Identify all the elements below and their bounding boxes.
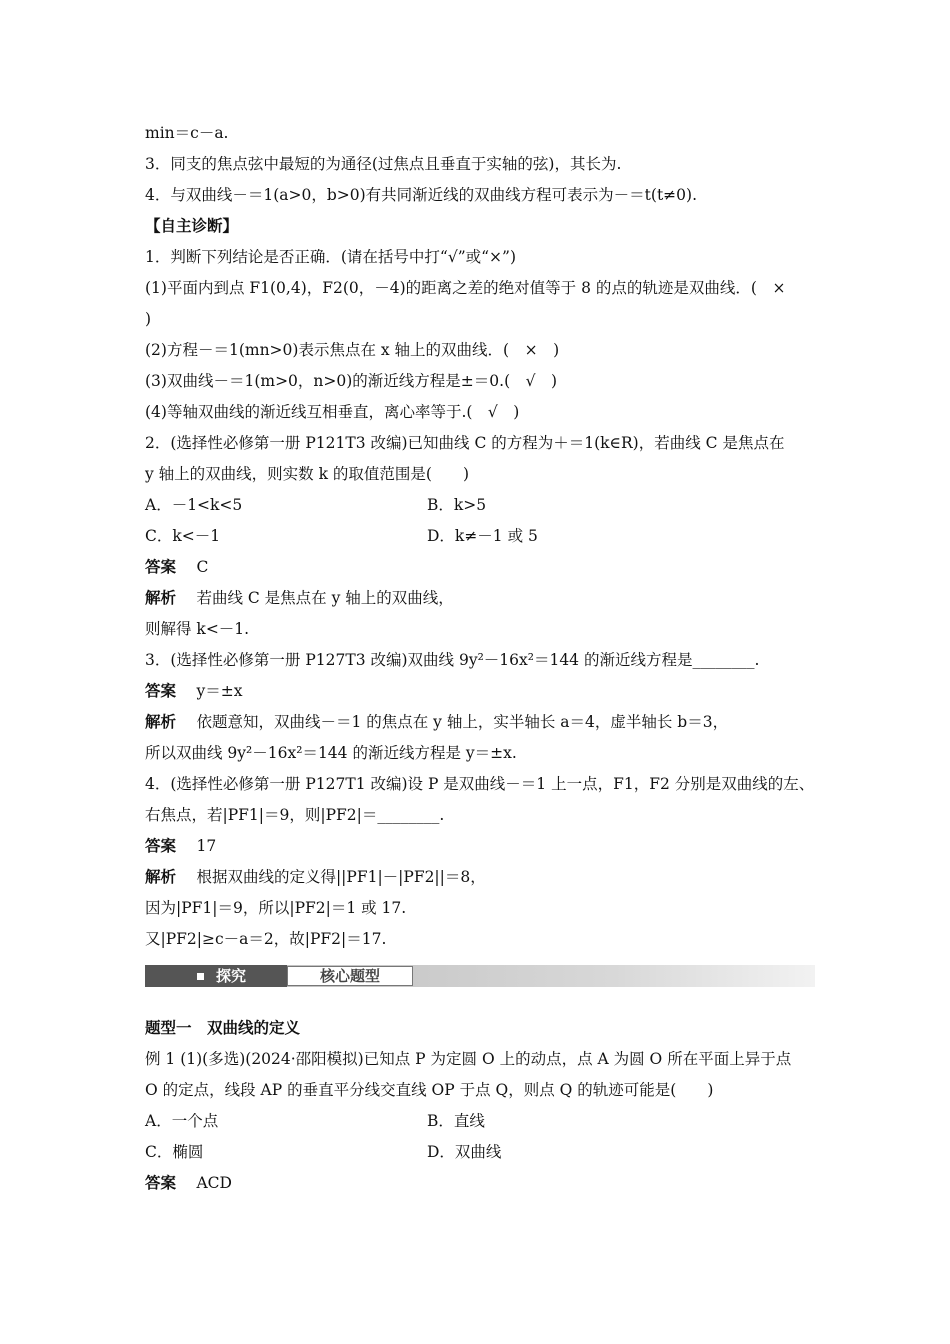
ex1-option-d: D．双曲线 bbox=[427, 1143, 502, 1161]
square-bullet-icon bbox=[197, 973, 204, 980]
q1-stem: 1．判断下列结论是否正确．(请在括号中打“√”或“×”) bbox=[145, 248, 517, 266]
q1-item: (2)方程－＝1(mn>0)表示焦点在 x 轴上的双曲线．( × ) bbox=[145, 341, 560, 359]
ex1-options-row bbox=[145, 1137, 815, 1168]
answer-value: ACD bbox=[196, 1174, 232, 1192]
banner-left: 探究 bbox=[145, 965, 287, 987]
answer-label: 答案 bbox=[145, 682, 177, 700]
q4-analysis bbox=[145, 862, 815, 893]
answer-label: 答案 bbox=[145, 1174, 177, 1192]
ex1-option-c: C．椭圆 bbox=[145, 1143, 204, 1161]
q2-option-a: A．－1<k<5 bbox=[145, 496, 243, 514]
intro-line: min＝c－a. bbox=[145, 124, 229, 142]
ex1-options-row bbox=[145, 1106, 815, 1137]
q1-item: (3)双曲线－＝1(m>0，n>0)的渐近线方程是±＝0.( √ ) bbox=[145, 372, 558, 390]
answer-label: 答案 bbox=[145, 558, 177, 576]
q1-item: (4)等轴双曲线的渐近线互相垂直，离心率等于.( √ ) bbox=[145, 403, 520, 421]
diagnosis-heading: 【自主诊断】 bbox=[145, 217, 239, 235]
ex1-answer bbox=[145, 1168, 815, 1199]
q4-analysis-cont: 因为|PF1|＝9，所以|PF2|＝1 或 17. bbox=[145, 899, 407, 917]
analysis-text: 若曲线 C 是焦点在 y 轴上的双曲线， bbox=[196, 589, 454, 607]
analysis-label: 解析 bbox=[145, 868, 177, 886]
q2-options-row bbox=[145, 490, 815, 521]
q2-stem: y 轴上的双曲线，则实数 k 的取值范围是( ) bbox=[145, 465, 470, 483]
q4-analysis-cont: 又|PF2|≥c－a＝2，故|PF2|＝17. bbox=[145, 930, 387, 948]
q2-options-row bbox=[145, 521, 815, 552]
ex1-option-a: A．一个点 bbox=[145, 1112, 219, 1130]
q2-answer bbox=[145, 552, 815, 583]
q3-answer bbox=[145, 676, 815, 707]
ex1-stem: O 的定点，线段 AP 的垂直平分线交直线 OP 于点 Q，则点 Q 的轨迹可能是( ) bbox=[145, 1081, 714, 1099]
intro-line: 4．与双曲线－＝1(a>0，b>0)有共同渐近线的双曲线方程可表示为－＝t(t≠0). bbox=[145, 186, 698, 204]
q4-stem: 右焦点，若|PF1|＝9，则|PF2|＝________. bbox=[145, 806, 445, 824]
analysis-label: 解析 bbox=[145, 713, 177, 731]
q3-stem: 3．(选择性必修第一册 P127T3 改编)双曲线 9y²－16x²＝144 的渐近线方程是________. bbox=[145, 651, 760, 669]
q1-item: (1)平面内到点 F1(0,4)，F2(0，－4)的距离之差的绝对值等于 8 的点的轨迹是双曲线．( × bbox=[145, 279, 786, 297]
q1-item: ) bbox=[145, 310, 152, 328]
q3-analysis-cont: 所以双曲线 9y²－16x²＝144 的渐近线方程是 y＝±x. bbox=[145, 744, 517, 762]
ex1-option-b: B．直线 bbox=[427, 1112, 485, 1130]
q2-option-b: B．k>5 bbox=[427, 496, 487, 514]
q2-option-c: C．k<－1 bbox=[145, 527, 221, 545]
q2-stem: 2．(选择性必修第一册 P121T3 改编)已知曲线 C 的方程为＋＝1(k∈R)，若曲线 C 是焦点在 bbox=[145, 434, 785, 452]
intro-line: 3．同支的焦点弦中最短的为通径(过焦点且垂直于实轴的弦)，其长为. bbox=[145, 155, 622, 173]
answer-value: C bbox=[196, 558, 209, 576]
analysis-label: 解析 bbox=[145, 589, 177, 607]
q4-stem: 4．(选择性必修第一册 P127T1 改编)设 P 是双曲线－＝1 上一点，F1，F2 分别是双曲线的左、 bbox=[145, 775, 815, 793]
answer-value: 17 bbox=[196, 837, 217, 855]
answer-value: y＝±x bbox=[196, 682, 243, 700]
q3-analysis bbox=[145, 707, 815, 738]
analysis-text: 根据双曲线的定义得||PF1|－|PF2||＝8， bbox=[196, 868, 486, 886]
answer-label: 答案 bbox=[145, 837, 177, 855]
document-page bbox=[145, 118, 815, 1199]
analysis-text: 依题意知，双曲线－＝1 的焦点在 y 轴上，实半轴长 a＝4，虚半轴长 b＝3， bbox=[196, 713, 729, 731]
q4-answer bbox=[145, 831, 815, 862]
banner-right: 核心题型 bbox=[287, 966, 413, 986]
section-title: 题型一 双曲线的定义 bbox=[145, 1019, 301, 1037]
section-banner bbox=[145, 965, 815, 987]
ex1-stem: 例 1 (1)(多选)(2024·邵阳模拟)已知点 P 为定圆 O 上的动点，点 A 为圆 O 所在平面上异于点 bbox=[145, 1050, 792, 1068]
q2-option-d: D．k≠－1 或 5 bbox=[427, 527, 538, 545]
q2-analysis bbox=[145, 583, 815, 614]
q2-analysis-cont: 则解得 k<－1. bbox=[145, 620, 250, 638]
